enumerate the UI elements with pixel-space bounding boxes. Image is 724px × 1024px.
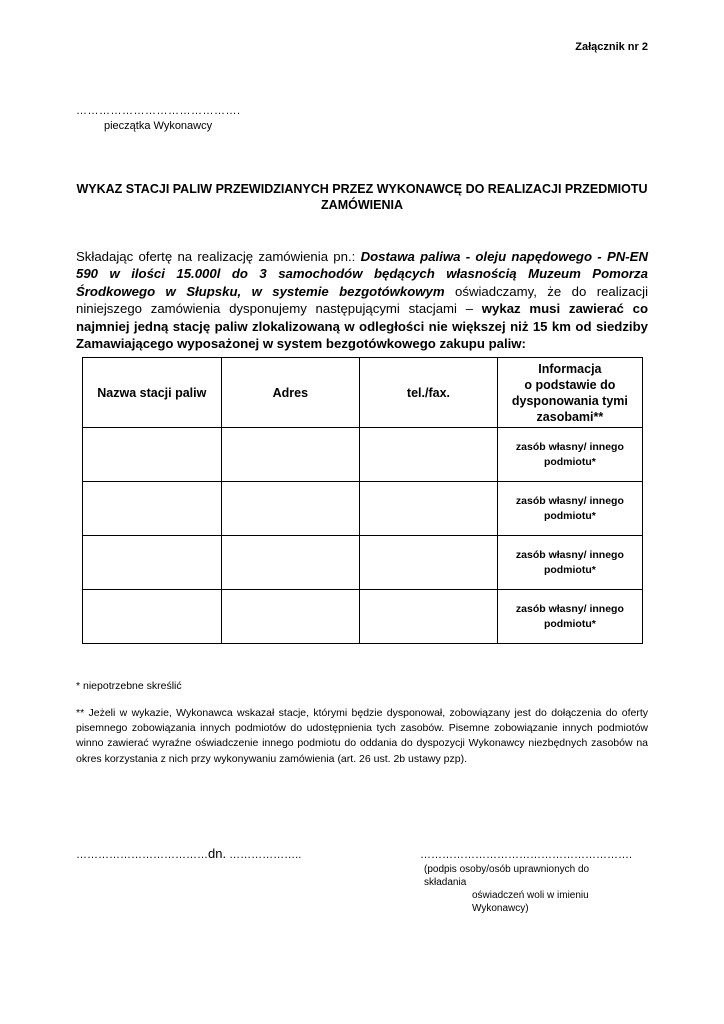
stamp-dotted-line: ……………………………………. [76, 105, 241, 117]
table-row [83, 536, 643, 590]
stations-table [82, 357, 643, 644]
header-phone: tel./fax. [360, 358, 498, 428]
annex-number: Załącznik nr 2 [575, 41, 648, 53]
signature-label-line: oświadczeń woli w imieniu Wykonawcy) [472, 890, 589, 914]
date-dotted-line: ……………….. [226, 849, 302, 861]
table-header-row [83, 358, 643, 428]
resource-option-line: podmiotu* [543, 509, 596, 522]
cell-station-name[interactable] [83, 536, 222, 590]
resource-option-line: zasób własny/ innego [515, 494, 624, 507]
place-dotted-line: ……………………………… [76, 849, 208, 861]
header-info-line: Informacja [538, 361, 602, 376]
resource-option-line: podmiotu* [543, 563, 596, 576]
intro-paragraph [76, 248, 648, 352]
intro-order-name: Dostawa paliwa - oleju napędowego - PN-EN 590 w ilości 15.000l do 3 samochodów będących własnością Muzeum Pomorza Środkowego w Słupsku, w systemie bezgotówkowym [76, 249, 648, 299]
header-info-line: dysponowania tymi [511, 393, 628, 408]
table-row [83, 428, 643, 482]
date-prefix: dn. [208, 846, 227, 861]
header-info-line: zasobami** [536, 409, 604, 424]
intro-text-2: oświadczamy, że do realizacji niniejszego zamówienia dysponujemy następującymi stacjami – [76, 283, 648, 317]
resource-option-line: podmiotu* [543, 455, 596, 468]
cell-station-name[interactable] [83, 590, 222, 644]
header-station-name: Nazwa stacji paliw [83, 358, 222, 428]
cell-phone[interactable] [360, 536, 498, 590]
resource-option-line: zasób własny/ innego [515, 548, 624, 561]
cell-address[interactable] [221, 482, 360, 536]
header-address: Adres [221, 358, 360, 428]
cell-resource-type [497, 428, 642, 482]
intro-requirement: wykaz musi zawierać co najmniej jedną stację paliw zlokalizowaną w odległości nie większej niż 15 km od siedziby Zamawiającego wyposażonej w system bezgotówkowego zakupu paliw: [76, 301, 648, 352]
document-title: WYKAZ STACJI PALIW PRZEWIDZIANYCH PRZEZ WYKONAWCĘ DO REALIZACJI PRZEDMIOTU ZAMÓWIENIA [76, 182, 648, 212]
cell-resource-type [497, 536, 642, 590]
stamp-label: pieczątka Wykonawcy [104, 120, 213, 132]
cell-phone[interactable] [360, 590, 498, 644]
cell-address[interactable] [221, 590, 360, 644]
cell-station-name[interactable] [83, 482, 222, 536]
signature-label [424, 863, 632, 915]
header-info-line: o podstawie do [524, 377, 616, 392]
cell-phone[interactable] [360, 428, 498, 482]
intro-text-1: Składając ofertę na realizację zamówienia pn.: [76, 249, 361, 264]
place-date-line [76, 846, 301, 861]
cell-resource-type [497, 590, 642, 644]
cell-address[interactable] [221, 536, 360, 590]
cell-phone[interactable] [360, 482, 498, 536]
resource-option-line: podmiotu* [543, 617, 596, 630]
cell-resource-type [497, 482, 642, 536]
resource-option-line: zasób własny/ innego [515, 440, 624, 453]
signature-label-line: (podpis osoby/osób uprawnionych do składania [424, 864, 590, 888]
table-row [83, 590, 643, 644]
cell-station-name[interactable] [83, 428, 222, 482]
table-row [83, 482, 643, 536]
footnote-commitment: ** Jeżeli w wykazie, Wykonawca wskazał stacje, którymi będzie dysponował, zobowiązany jest do dołączenia do oferty pisemnego zobowiązania innych podmiotów do udostępnienia tych zasobów. Pisemne zobowiązanie innych podmiotów winno zawierać wyraźne oświadczenie innego podmiotu do oddania do dyspozycji Wykonawcy niezbędnych zasobów na okres korzystania z nich przy wykonywaniu zamówienia (art. 26 ust. 2b ustawy pzp). [76, 707, 648, 765]
cell-address[interactable] [221, 428, 360, 482]
footnote-cross-out: * niepotrzebne skreślić [76, 680, 182, 692]
resource-option-line: zasób własny/ innego [515, 602, 624, 615]
signature-dotted-line: …………………………………………………. [420, 849, 633, 861]
header-resource-info [497, 358, 642, 428]
